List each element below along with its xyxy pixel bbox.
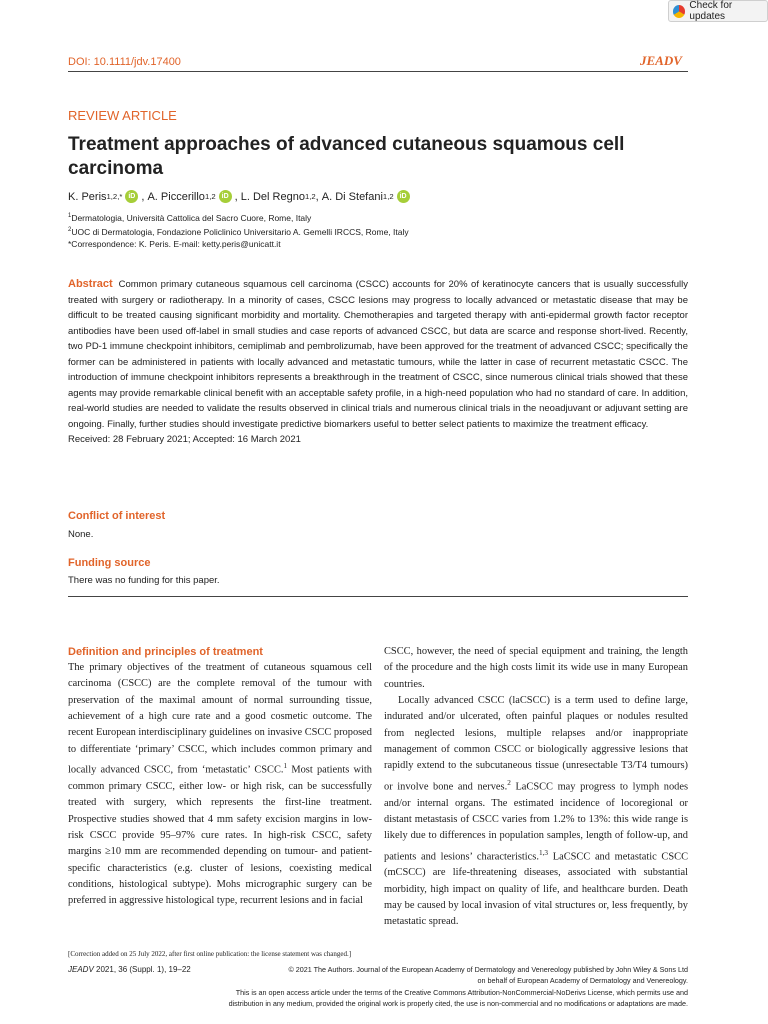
affiliation-text: Dermatologia, Università Cattolica del Sacro Cuore, Rome, Italy <box>71 212 312 223</box>
abstract <box>68 277 688 448</box>
author-name[interactable]: A. Di Stefani <box>321 190 383 203</box>
received-dates: Received: 28 February 2021; Accepted: 16 March 2021 <box>68 434 301 445</box>
body-paragraph: CSCC, however, the need of special equipment and training, the length of the procedure and the high costs limit its wide use in many European countries. <box>384 646 688 690</box>
body-text: LaCSCC may progress to lymph nodes and/or internal organs. The estimated incidence of locoregional or distant metastasis of CSCC varies from 1.2% to 13%: this wide range is likely due to differences in population samples, length of follow-up, and patients and lesions’ characteristics. <box>384 781 688 863</box>
license-notice <box>68 988 688 1009</box>
conflict-heading: Conflict of interest <box>68 510 166 522</box>
citation-ref[interactable]: 1 <box>283 762 288 771</box>
crossmark-icon <box>673 5 685 18</box>
abstract-text: Common primary cutaneous squamous cell carcinoma (CSCC) accounts for 20% of keratinocyte cancers that is usually successfully treated with surgery or radiotherapy. In a minority of cases, CSCC lesions may progress to locally advanced or metastatic disease that may be difficult to be treated causing significant morbidity and mortality. Chemotherapies and targeted therapy with anti-epidermal growth factor receptor antibodies have been used off-label in small studies and case reports of advanced CSCC, but data are scarce and response short-lived. Recently, two PD-1 immune checkpoint inhibitors, cemiplimab and pembrolizumab, have been approved for the treatment of advanced CSCC; specifically the former can be administered in patients with locally advanced and metastatic tumours, while the latter in case of recurrent metastatic CSCC. The introduction of immune checkpoint inhibitors represents a breakthrough in the treatment of CSCC, since numerous clinical trials showed that these agents may provide remarkable clinical benefit with an acceptable safety profile, in a high-need population who had no standard of care. In addition, real-world studies are needed to validate the results observed in clinical trials and numerous clinical trials in the neoadjuvant or adjuvant setting are ongoing. Finally, further studies should investigate predictive biomarkers useful to better select patients to maximize the treatment efficacy. <box>68 279 688 430</box>
author-separator: , <box>315 190 322 203</box>
citation-journal: JEADV <box>68 965 94 974</box>
affiliation-text: UOC di Dermatologia, Fondazione Policlinico Universitario A. Gemelli IRCCS, Rome, Italy <box>71 226 409 237</box>
body-paragraph <box>68 660 372 910</box>
license-line: This is an open access article under the terms of the Creative Commons Attribution-NonCommercial-NoDerivs License, which permits use and <box>235 988 688 997</box>
author-separator: , <box>141 190 148 203</box>
copyright-line: on behalf of European Academy of Dermatology and Venereology. <box>477 975 688 985</box>
section-divider <box>68 596 688 597</box>
citation-ref[interactable]: 1,3 <box>538 848 549 857</box>
author-affiliation-marker: 1,2,* <box>106 192 123 201</box>
body-column-right <box>384 644 688 931</box>
author-list <box>68 190 413 203</box>
correspondence: *Correspondence: K. Peris. E-mail: ketty.peris@unicatt.it <box>68 239 281 249</box>
author-name[interactable]: L. Del Regno <box>240 190 305 203</box>
author-name[interactable]: K. Peris <box>68 190 107 203</box>
body-column-left <box>68 644 372 910</box>
affiliation-1 <box>68 210 311 225</box>
body-text: Locally advanced CSCC (laCSCC) is a term used to define large, indurated and/or ulcerated, often painful plaques or nodules resulted from neglected lesions, multiple relapses and/or inappropriate management of common CSCC or biologically aggressive lesions that rapidly extend to the subcutaneous tissue (unresectable T3/T4 tumours) or involve bone and nerves. <box>384 695 688 793</box>
article-title: Treatment approaches of advanced cutaneous squamous cell carcinoma <box>68 134 625 179</box>
correction-note: [Correction added on 25 July 2022, after first online publication: the license statement was changed.] <box>68 950 352 958</box>
header-divider <box>68 71 688 72</box>
body-text: The primary objectives of the treatment of cutaneous squamous cell carcinoma (CSCC) are the complete removal of the tumour with preservation of the maximal amount of normal surrounding tissue, achievement of a high cure rate and a good cosmetic outcome. The recent European interdisciplinary guidelines on invasive CSCC proposed to differentiate ‘primary’ CSCC, which includes common primary and locally advanced CSCC, from ‘metastatic’ CSCC. <box>68 662 372 776</box>
doi-link[interactable]: DOI: 10.1111/jdv.17400 <box>68 56 181 68</box>
journal-name: JEADV <box>640 53 682 68</box>
funding-heading: Funding source <box>68 557 151 569</box>
citation-ref[interactable]: 2 <box>507 778 511 787</box>
affiliation-2 <box>68 224 409 239</box>
body-text: Most patients with common primary CSCC, either low- or high risk, can be successfully treated with surgery, which represents the first-line treatment. Prospective studies showed that 4 mm safety excision margins in low-risk CSCC provide 95–97% cure rates. In high-risk CSCC, safety margins ≥10 mm are recommended depending on tumour- and patient-specific characteristics (e.g. cluster of lesions, coexisting medical conditions, histological subtype). Mohs micrographic surgery can be preferred in aggressive histological type, recurrent lesions and in facial <box>68 764 373 907</box>
orcid-icon[interactable]: iD <box>219 190 232 203</box>
copyright-notice <box>232 965 688 986</box>
copyright-line: © 2021 The Authors. Journal of the European Academy of Dermatology and Venereology published by John Wiley & Sons Ltd <box>288 965 688 974</box>
check-for-updates-button[interactable] <box>668 0 768 22</box>
author-separator: , <box>234 190 241 203</box>
body-paragraph <box>384 693 688 931</box>
citation-details: 2021, 36 (Suppl. 1), 19–22 <box>93 965 191 974</box>
section-heading: Definition and principles of treatment <box>68 646 263 658</box>
citation-line <box>68 965 191 974</box>
conflict-text: None. <box>68 529 94 540</box>
check-for-updates-label: Check for updates <box>689 0 733 22</box>
author-affiliation-marker: 1,2 <box>204 192 216 201</box>
author-name[interactable]: A. Piccerillo <box>147 190 205 203</box>
license-line: distribution in any medium, provided the original work is properly cited, the use is non-commercial and no modifications or adaptations are made. <box>228 998 688 1008</box>
article-type-label: REVIEW ARTICLE <box>68 108 177 123</box>
orcid-icon[interactable]: iD <box>125 190 138 203</box>
author-affiliation-marker: 1,2 <box>382 192 394 201</box>
body-text: LaCSCC and metastatic CSCC (mCSCC) are life-threatening diseases, associated with substantial morbidity, high impact on quality of life, and healthcare burden. Death may be caused by local invasion of vital structures or, less frequently, by metastatic spread. <box>384 851 688 928</box>
author-affiliation-marker: 1,2 <box>304 192 316 201</box>
abstract-label: Abstract <box>68 278 113 290</box>
orcid-icon[interactable]: iD <box>397 190 410 203</box>
affiliation-marker: 2 <box>68 227 72 233</box>
affiliation-marker: 1 <box>68 213 72 219</box>
funding-text: There was no funding for this paper. <box>68 575 220 586</box>
